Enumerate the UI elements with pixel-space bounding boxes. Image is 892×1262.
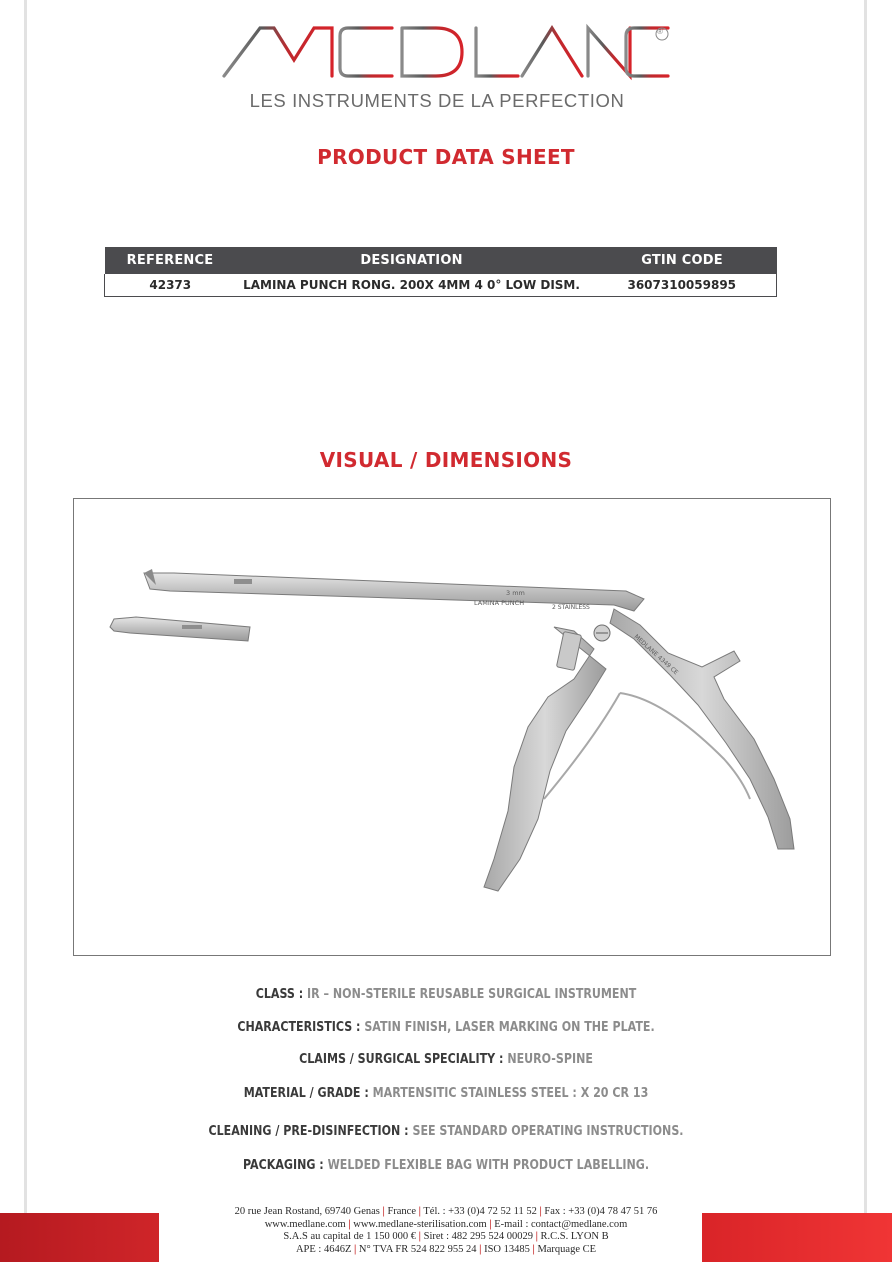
footer-vat: N° TVA FR 524 822 955 24 bbox=[358, 1243, 477, 1255]
footer-country: France bbox=[387, 1206, 417, 1217]
spec-material bbox=[80, 1085, 811, 1101]
footer-line-legal: S.A.S au capital de 1 150 000 € | Siret : 482 295 524 00029 | R.C.S. LYON B bbox=[283, 1231, 609, 1242]
logo-wordmark-icon bbox=[222, 20, 672, 90]
footer-address: 20 rue Jean Rostand, 69740 Genas bbox=[234, 1206, 380, 1217]
spec-packaging bbox=[80, 1157, 811, 1173]
cell-designation: LAMINA PUNCH RONG. 200X 4MM 4 0° LOW DISM. bbox=[236, 274, 588, 297]
footer-ape: APE : 4646Z bbox=[295, 1243, 352, 1255]
right-page-rule bbox=[864, 0, 867, 1215]
footer-iso: ISO 13485 bbox=[484, 1243, 530, 1255]
footer-rcs: R.C.S. LYON B bbox=[540, 1231, 609, 1242]
spec-label: CLASS : bbox=[255, 986, 304, 1002]
page-title: PRODUCT DATA SHEET bbox=[317, 145, 575, 169]
product-visual-frame bbox=[73, 498, 831, 956]
spec-label: CLEANING / PRE-DISINFECTION : bbox=[208, 1123, 409, 1139]
left-page-rule bbox=[24, 0, 27, 1215]
spec-value: SEE STANDARD OPERATING INSTRUCTIONS. bbox=[408, 1123, 684, 1139]
spec-label: CHARACTERISTICS : bbox=[237, 1019, 361, 1035]
footer-email-link[interactable]: E-mail : contact@medlane.com bbox=[494, 1218, 628, 1230]
medlane-logo bbox=[222, 20, 672, 116]
cell-reference: 42373 bbox=[105, 274, 236, 297]
footer-fax: Fax : +33 (0)4 78 47 51 76 bbox=[544, 1206, 658, 1217]
spec-value: NEURO-SPINE bbox=[503, 1051, 593, 1067]
footer-sterilisation-link[interactable]: www.medlane-sterilisation.com bbox=[353, 1218, 487, 1230]
spec-value: IR – NON-STERILE REUSABLE SURGICAL INSTRUMENT bbox=[303, 986, 637, 1002]
registered-mark: ® bbox=[657, 27, 663, 36]
spec-label: PACKAGING : bbox=[242, 1157, 324, 1173]
header-designation: DESIGNATION bbox=[236, 247, 588, 274]
footer-capital: S.A.S au capital de 1 150 000 € bbox=[283, 1231, 417, 1242]
cell-gtin-code: 3607310059895 bbox=[588, 274, 777, 297]
spec-characteristics bbox=[80, 1019, 811, 1035]
table-row bbox=[105, 274, 777, 297]
spec-class bbox=[80, 986, 811, 1002]
header-reference: REFERENCE bbox=[105, 247, 236, 274]
footer-ce-marking: Marquage CE bbox=[537, 1243, 597, 1255]
spec-label: CLAIMS / SURGICAL SPECIALITY : bbox=[299, 1051, 504, 1067]
footer-line-registrations: APE : 4646Z | N° TVA FR 524 822 955 24 | ISO 13485 | Marquage CE bbox=[295, 1243, 597, 1255]
visual-section-title: VISUAL / DIMENSIONS bbox=[319, 448, 573, 472]
footer-phone: Tél. : +33 (0)4 72 52 11 52 bbox=[423, 1206, 537, 1217]
company-footer bbox=[0, 1206, 892, 1256]
spec-claims bbox=[80, 1051, 811, 1067]
brand-tagline: LES INSTRUMENTS DE LA PERFECTION bbox=[249, 90, 625, 111]
spec-cleaning bbox=[80, 1123, 811, 1139]
engraving-stainless: 2 STAINLESS bbox=[552, 604, 590, 611]
footer-website-link[interactable]: www.medlane.com bbox=[264, 1218, 346, 1230]
engraving-size: 3 mm bbox=[506, 589, 525, 597]
footer-siret: Siret : 482 295 524 00029 bbox=[423, 1231, 533, 1242]
spec-value: SATIN FINISH, LASER MARKING ON THE PLATE. bbox=[360, 1019, 655, 1035]
spec-label: MATERIAL / GRADE : bbox=[243, 1085, 369, 1101]
footer-line-address: 20 rue Jean Rostand, 69740 Genas | France | Tél. : +33 (0)4 72 52 11 52 | Fax : +33 (0)4 78 47 51 76 bbox=[234, 1206, 658, 1217]
table-header-row bbox=[105, 247, 777, 274]
engraving-name: LAMINA PUNCH bbox=[474, 599, 525, 607]
engraving-brand: MEDLANE 4349 CE bbox=[632, 633, 680, 677]
product-table bbox=[104, 247, 777, 297]
spec-value: WELDED FLEXIBLE BAG WITH PRODUCT LABELLING. bbox=[323, 1157, 650, 1173]
footer-line-web: www.medlane.com | www.medlane-sterilisation.com | E-mail : contact@medlane.com bbox=[264, 1218, 628, 1230]
header-gtin-code: GTIN CODE bbox=[588, 247, 777, 274]
lamina-punch-rongeur-icon bbox=[74, 499, 830, 955]
spec-value: MARTENSITIC STAINLESS STEEL : X 20 CR 13 bbox=[368, 1085, 649, 1101]
